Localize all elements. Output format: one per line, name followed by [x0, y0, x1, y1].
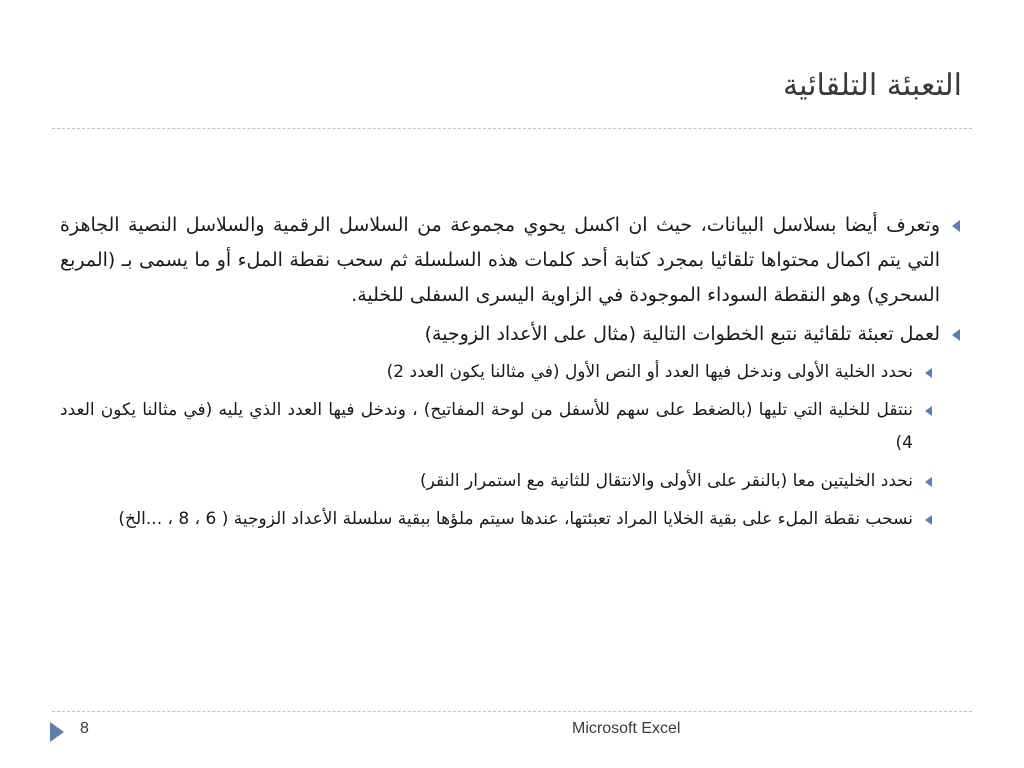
slide-title: التعبئة التلقائية — [783, 68, 962, 103]
step-item — [60, 465, 932, 498]
triangle-bullet-icon — [925, 368, 932, 378]
bullet-item — [60, 208, 960, 313]
footer-divider — [52, 711, 972, 712]
bullet-text: وتعرف أيضا بسلاسل البيانات، حيث ان اكسل يحوي مجموعة من السلاسل الرقمية والسلاسل النصية الجاهزة التي يتم اكمال محتواها تلقائيا بمجرد كتابة أحد كلمات هذه السلسلة ثم سحب نقطة الملء أو ما يسمى بـ (المربع السحري) وهو النقطة السوداء الموجودة في الزاوية اليسرى السفلى للخلية. — [60, 214, 940, 306]
triangle-bullet-icon — [925, 477, 932, 487]
page-number: 8 — [80, 720, 89, 737]
triangle-bullet-icon — [952, 220, 960, 232]
step-text: ننتقل للخلية التي تليها (بالضغط على سهم للأسفل من لوحة المفاتيح) ، وندخل فيها العدد الذي يليه (في مثالنا يكون العدد 4) — [60, 400, 913, 453]
triangle-bullet-icon — [952, 329, 960, 341]
step-text: نسحب نقطة الملء على بقية الخلايا المراد تعبئتها، عندها سيتم ملؤها ببقية سلسلة الأعداد الزوجية ( 6 ، 8 ، ...الخ) — [118, 509, 913, 529]
step-item — [60, 356, 932, 389]
slide-content — [60, 208, 960, 541]
bullet-text: لعمل تعبئة تلقائية نتبع الخطوات التالية (مثال على الأعداد الزوجية) — [424, 323, 940, 345]
triangle-bullet-icon — [925, 406, 932, 416]
step-item — [60, 503, 932, 536]
step-text: نحدد الخليتين معا (بالنقر على الأولى والانتقال للثانية مع استمرار النقر) — [419, 471, 913, 491]
step-text: نحدد الخلية الأولى وندخل فيها العدد أو النص الأول (في مثالنا يكون العدد 2) — [386, 362, 913, 382]
triangle-bullet-icon — [925, 515, 932, 525]
footer-text: Microsoft Excel — [572, 720, 681, 737]
play-arrow-icon — [50, 722, 64, 742]
bullet-item — [60, 317, 960, 352]
title-divider — [52, 128, 972, 129]
step-item — [60, 394, 932, 460]
